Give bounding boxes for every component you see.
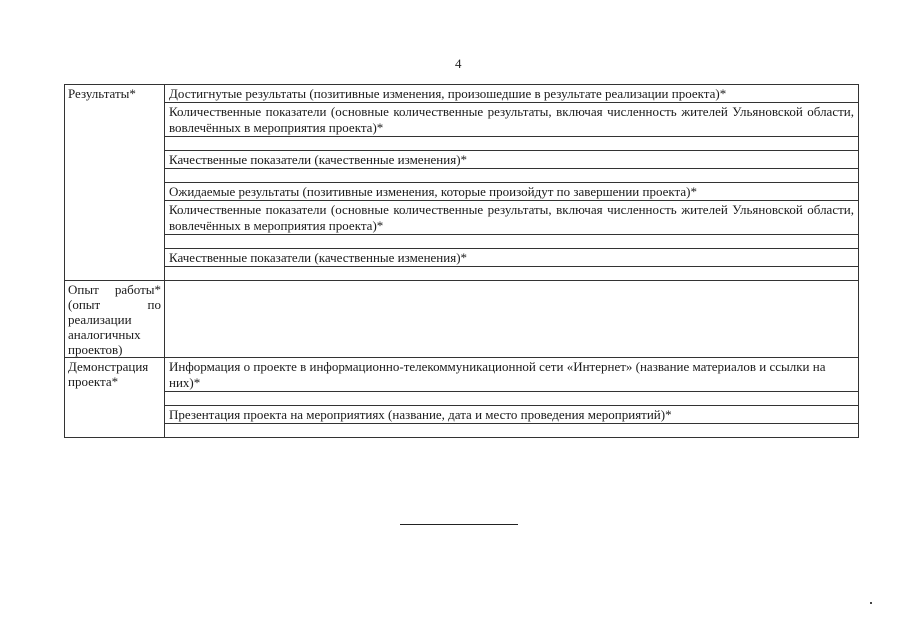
achieved-quantitative-input[interactable] <box>165 136 858 150</box>
expected-qualitative-input[interactable] <box>165 266 858 280</box>
presentation-row: Презентация проекта на мероприятиях (название, дата и место проведения мероприятий)* <box>165 405 858 423</box>
internet-info-input[interactable] <box>165 391 858 405</box>
demonstration-section <box>65 357 858 437</box>
achieved-qualitative-input[interactable] <box>165 168 858 182</box>
achieved-quantitative-row: Количественные показатели (основные количественные результаты, включая численность жителей Ульяновской области, вовлечённых в мероприятия проекта)* <box>165 102 858 136</box>
experience-section <box>65 280 858 357</box>
internet-info-row: Информация о проекте в информационно-телекоммуникационной сети «Интернет» (название материалов и ссылки на них)* <box>169 359 826 390</box>
scan-speck <box>870 602 872 604</box>
experience-input[interactable] <box>165 281 858 357</box>
page-number: 4 <box>455 56 462 71</box>
results-section <box>65 85 858 280</box>
demonstration-content <box>165 358 858 437</box>
footer-rule <box>400 524 518 525</box>
presentation-input[interactable] <box>165 423 858 437</box>
achieved-qualitative-row: Качественные показатели (качественные изменения)* <box>165 150 858 168</box>
demonstration-label: Демонстрация проекта* <box>65 358 165 437</box>
results-content <box>165 85 858 280</box>
achieved-results-row: Достигнутые результаты (позитивные изменения, произошедшие в результате реализации проекта)* <box>169 86 727 101</box>
expected-quantitative-row: Количественные показатели (основные количественные результаты, включая численность жителей Ульяновской области, вовлечённых в мероприятия проекта)* <box>165 200 858 234</box>
expected-qualitative-row: Качественные показатели (качественные изменения)* <box>165 248 858 266</box>
experience-label: Опыт работы* (опыт по реализации аналогичных проектов) <box>65 281 165 357</box>
expected-results-row: Ожидаемые результаты (позитивные изменения, которые произойдут по завершении проекта)* <box>165 182 858 200</box>
results-label: Результаты* <box>65 85 165 280</box>
expected-quantitative-input[interactable] <box>165 234 858 248</box>
application-form-table <box>64 84 859 438</box>
